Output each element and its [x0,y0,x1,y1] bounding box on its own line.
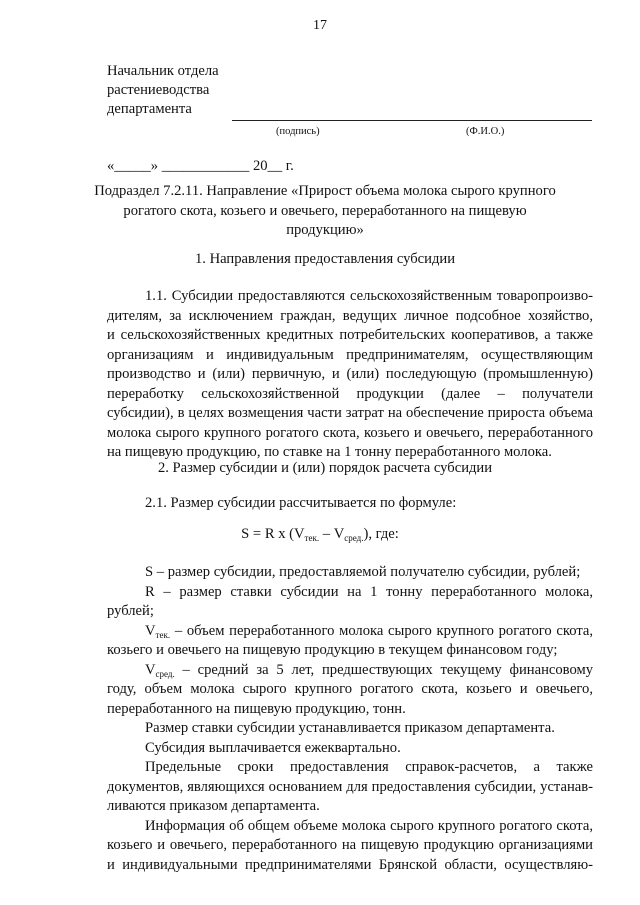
signature-line [232,120,592,121]
formula-text: S = R x (V [241,526,305,542]
subsection-title-line: Подраздел 7.2.11. Направление «Прирост объема молока сырого крупного [94,183,556,199]
definition-s: S – размер субсидии, предоставляемой получателю субсидии, рублей; [145,564,581,580]
formula-subscript: тек. [304,533,320,543]
definition-vtek-line: козьего и овечьего на пищевую продукцию в текущем финансовом году; [107,642,558,658]
page-number: 17 [313,18,327,33]
paragraph-info-line: козьего и овечьего, переработанного на пищевую продукцию организациями [107,837,593,853]
formula-text: ), где: [363,526,399,542]
paragraph-info-line: Информация об общем объеме молока сырого крупного рогатого скота, [145,817,593,834]
variable-subscript: сред. [155,668,175,679]
definition-vsred-line [107,661,593,681]
subsection-title [90,182,560,241]
paragraph-quarterly: Субсидия выплачивается ежеквартально. [145,739,401,756]
section-1-heading: 1. Направления предоставления субсидии [194,251,455,267]
formula-subscript: сред. [344,533,364,543]
definition-r-line: R – размер ставки субсидии на 1 тонну переработанного молока, [145,583,593,600]
date-line: «_____» ____________ 20__ г. [107,158,294,174]
definition-text: – объем переработанного молока сырого крупного рогатого скота, [170,622,593,639]
definitions [107,563,593,875]
definition-text: – средний за 5 лет, предшествующих текущему финансовому [174,661,593,678]
variable-subscript: тек. [155,629,171,640]
paragraph-line: молока сырого крупного рогатого скота, козьего и овечьего, переработанного [107,424,593,441]
subsidy-formula [0,525,640,545]
signer-title-line: растениеводства [107,82,210,98]
paragraph-line: дителям, за исключением граждан, ведущих личное подсобное хозяйство, [107,307,593,324]
signer-block [107,62,307,119]
definition-vtek-line [107,622,593,642]
paragraph-2-1: 2.1. Размер субсидии рассчитывается по формуле: [145,495,457,511]
definition-vsred-line: году, объем молока сырого крупного рогатого скота, козьего и овечьего, [107,681,593,697]
paragraph-line: 1.1. Субсидии предоставляются сельскохозяйственным товаропроизво- [145,288,593,304]
variable-v: V [145,622,156,639]
signature-caption: (подпись) [276,126,320,137]
definition-vsred-line: переработанного на пищевую продукцию, тонн. [107,700,406,717]
paragraph-line: субсидии), в целях возмещения части затрат на обеспечение прироста объема [107,405,593,421]
definition-r-line: рублей; [107,603,154,619]
subsection-title-line: рогатого скота, козьего и овечьего, переработанного на пищевую [123,202,527,219]
paragraph-deadlines-line: ливаются приказом департамента. [107,798,320,814]
signer-title-line: департамента [107,101,192,117]
paragraph-deadlines-line: Предельные сроки предоставления справок-расчетов, а также [145,759,593,775]
formula-text: – V [319,526,345,542]
paragraph-line: на пищевую продукцию, по ставке на 1 тонну переработанного молока. [107,444,552,460]
subsection-title-line: продукцию» [286,222,364,238]
paragraph-deadlines-line: документов, являющихся основанием для предоставления субсидии, устанав- [107,778,593,795]
signer-title-line: Начальник отдела [107,63,219,79]
paragraph-rate: Размер ставки субсидии устанавливается приказом департамента. [145,720,555,736]
paragraph-info-line: и индивидуальными предпринимателями Брянской области, осуществляю- [107,856,593,873]
paragraph-line: производство и (или) первичную, и (или) последующую (промышленную) [107,366,593,382]
variable-v: V [145,661,156,678]
paragraph-1-1 [107,287,593,463]
paragraph-line: переработку сельскохозяйственной продукции (далее – получатели [107,385,593,402]
paragraph-line: и сельскохозяйственных кредитных потребительских кооперативов, а также [107,327,593,343]
paragraph-line: организациям и индивидуальным предпринимателям, осуществляющим [107,346,593,363]
section-2-heading: 2. Размер субсидии и (или) порядок расчета субсидии [157,460,493,476]
name-caption: (Ф.И.О.) [466,126,505,137]
